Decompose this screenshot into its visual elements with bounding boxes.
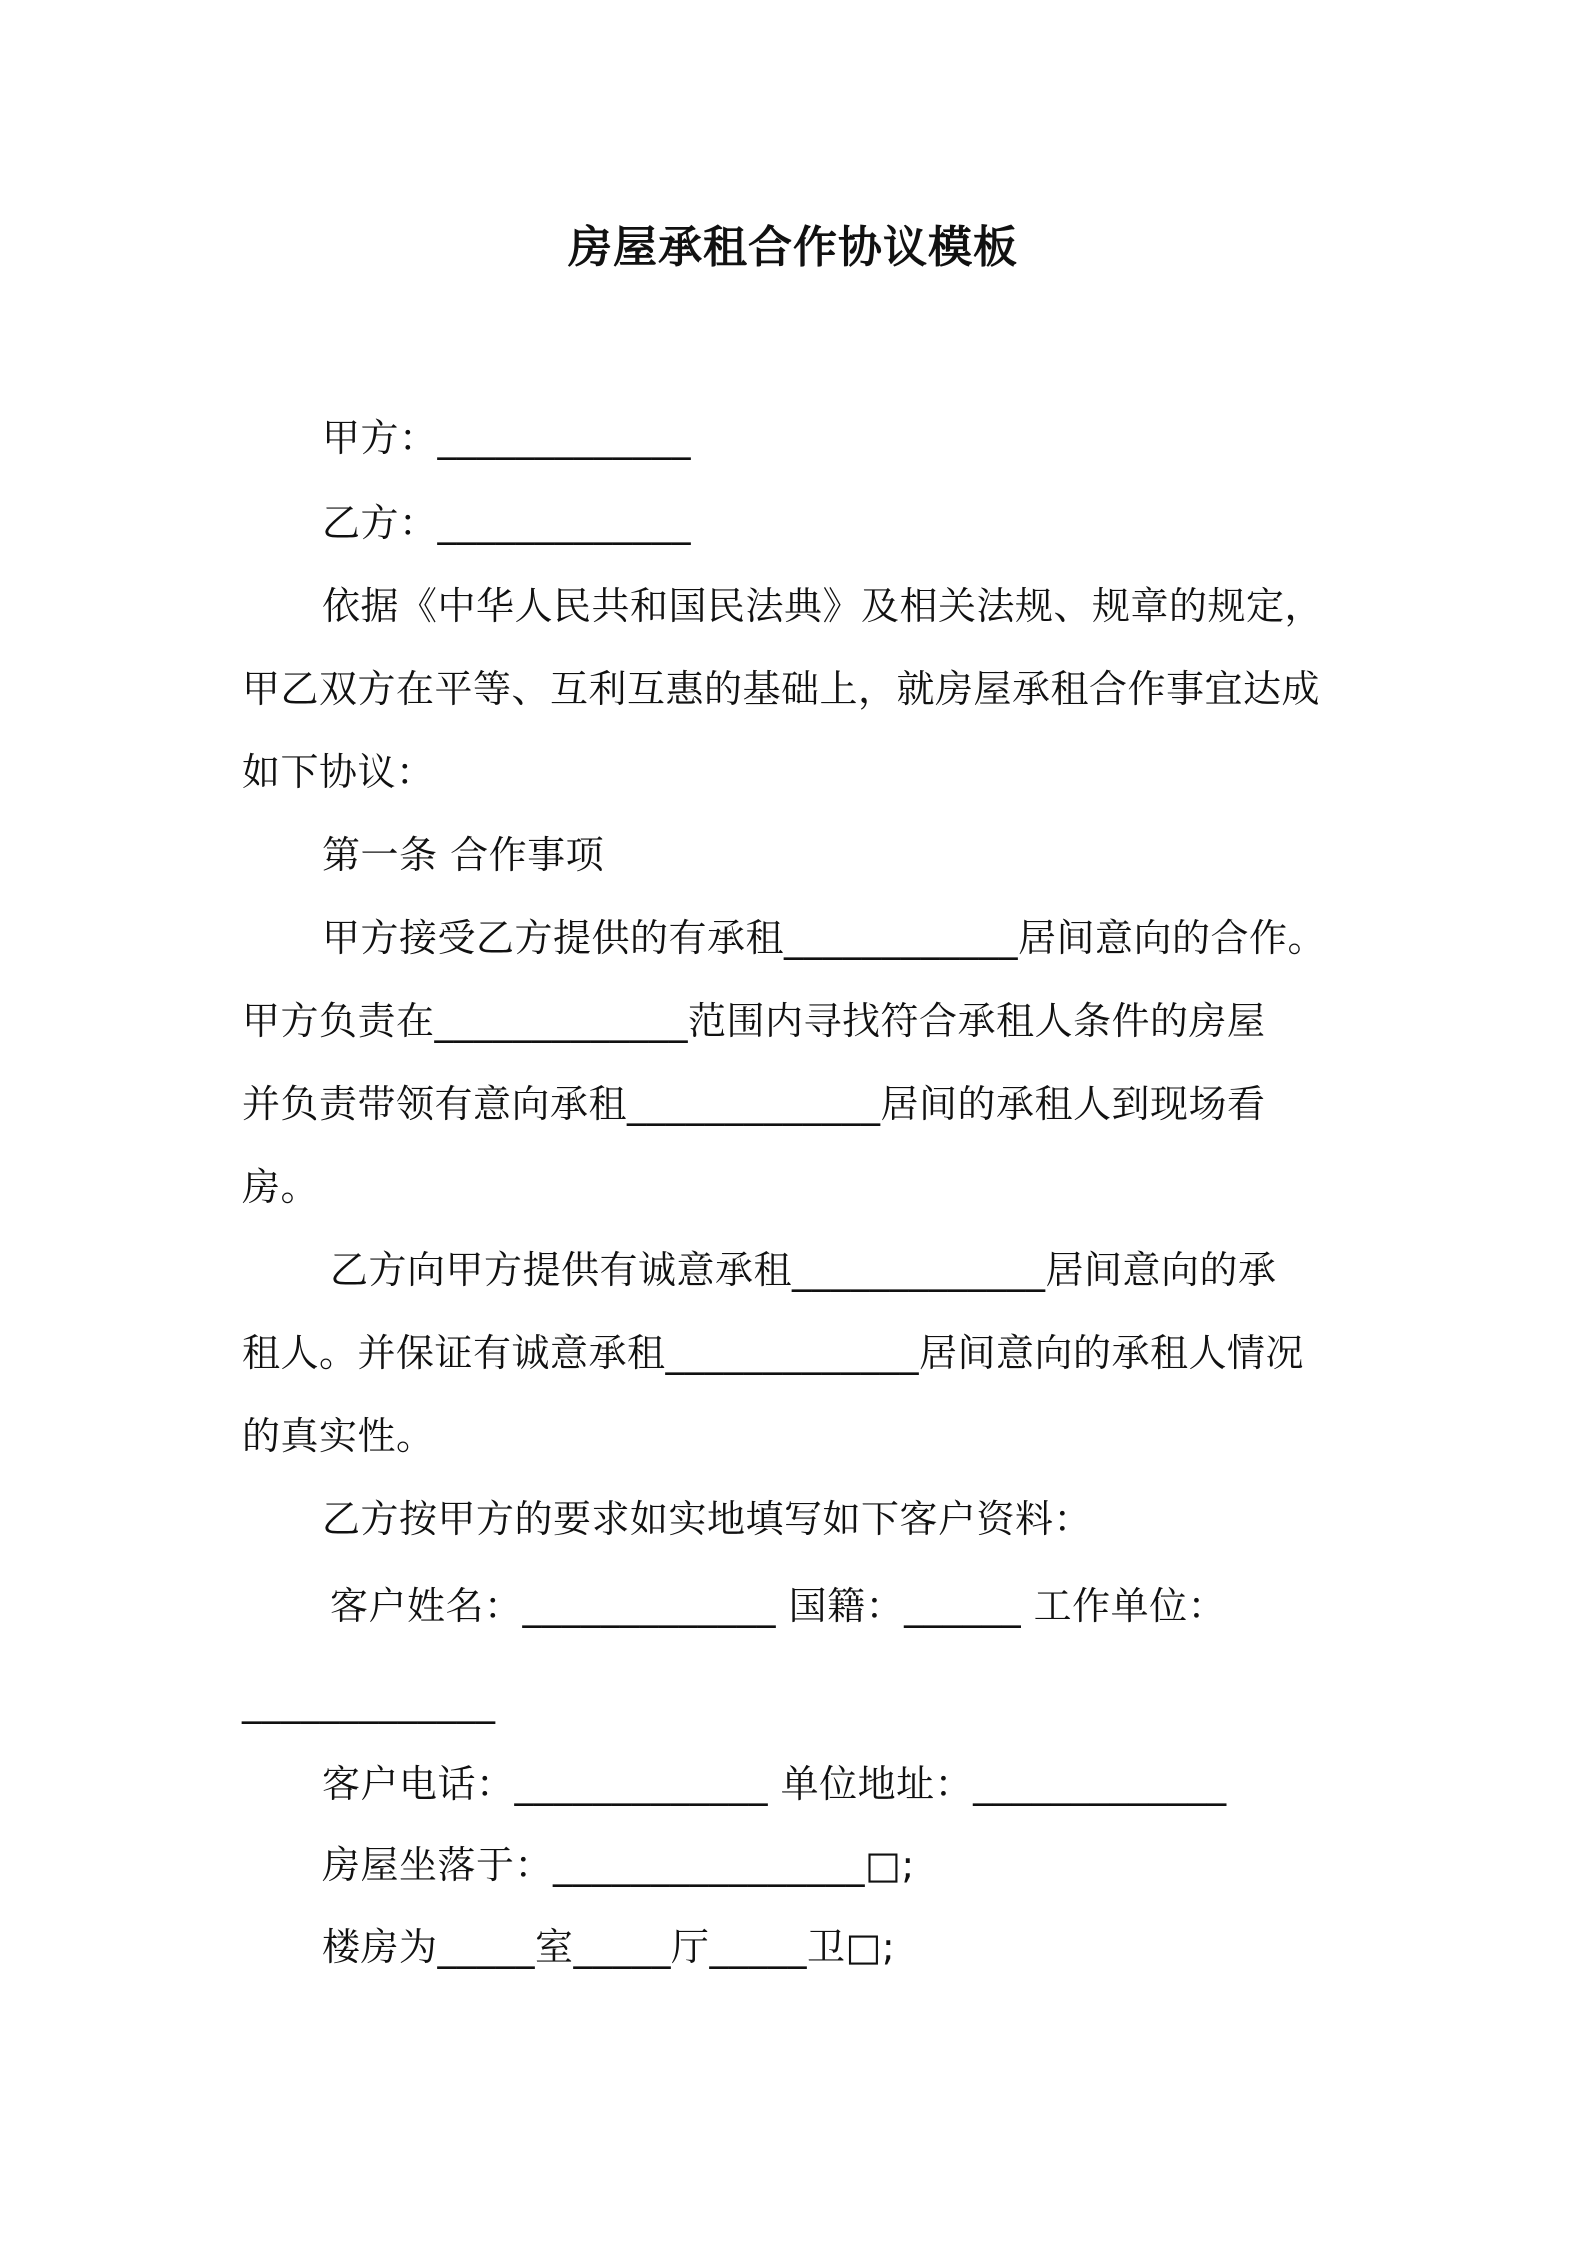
article-1-para-2-line-1: 乙方向甲方提供有诚意承租_____________居间意向的承 bbox=[330, 1248, 1277, 1292]
client-info-row-2[interactable]: 客户电话：_____________ 单位地址：_____________ bbox=[322, 1762, 1227, 1806]
article-1-para-1-line-4: 房。 bbox=[242, 1165, 320, 1209]
party-a-label: 甲方： bbox=[322, 416, 438, 460]
client-info-row-1[interactable]: 客户姓名：_____________ 国籍：______ 工作单位： bbox=[330, 1584, 1227, 1628]
client-info-row-3[interactable]: 房屋坐落于：________________□; bbox=[322, 1843, 915, 1887]
article-1-heading: 第一条 合作事项 bbox=[322, 833, 605, 877]
preamble-line-1: 依据《中华人民共和国民法典》及相关法规、规章的规定， bbox=[322, 584, 1324, 628]
preamble-line-3: 如下协议： bbox=[242, 750, 435, 794]
party-b-label: 乙方： bbox=[322, 501, 438, 545]
document-title: 房屋承租合作协议模板 bbox=[568, 222, 1018, 273]
article-1-para-3: 乙方按甲方的要求如实地填写如下客户资料： bbox=[322, 1497, 1093, 1541]
article-1-para-2-line-2: 租人。并保证有诚意承租_____________居间意向的承租人情况 bbox=[242, 1331, 1305, 1375]
article-1-para-1-line-1: 甲方接受乙方提供的有承租____________居间意向的合作。 bbox=[322, 916, 1327, 960]
article-1-para-2-line-3: 的真实性。 bbox=[242, 1414, 435, 1458]
party-a-blank[interactable]: _____________ bbox=[437, 416, 692, 460]
party-b-line bbox=[322, 497, 691, 549]
article-1-para-1-line-3: 并负责带领有意向承租_____________居间的承租人到现场看 bbox=[242, 1082, 1266, 1126]
preamble-line-2: 甲乙双方在平等、互利互惠的基础上，就房屋承租合作事宜达成 bbox=[242, 667, 1321, 711]
client-info-row-4[interactable]: 楼房为_____室_____厅_____卫□; bbox=[322, 1925, 896, 1969]
party-a-line bbox=[322, 412, 691, 464]
article-1-para-1-line-2: 甲方负责在_____________范围内寻找符合承租人条件的房屋 bbox=[242, 999, 1266, 1043]
party-b-blank[interactable]: _____________ bbox=[437, 501, 692, 545]
client-info-row-1-continued[interactable]: _____________ bbox=[242, 1680, 496, 1724]
